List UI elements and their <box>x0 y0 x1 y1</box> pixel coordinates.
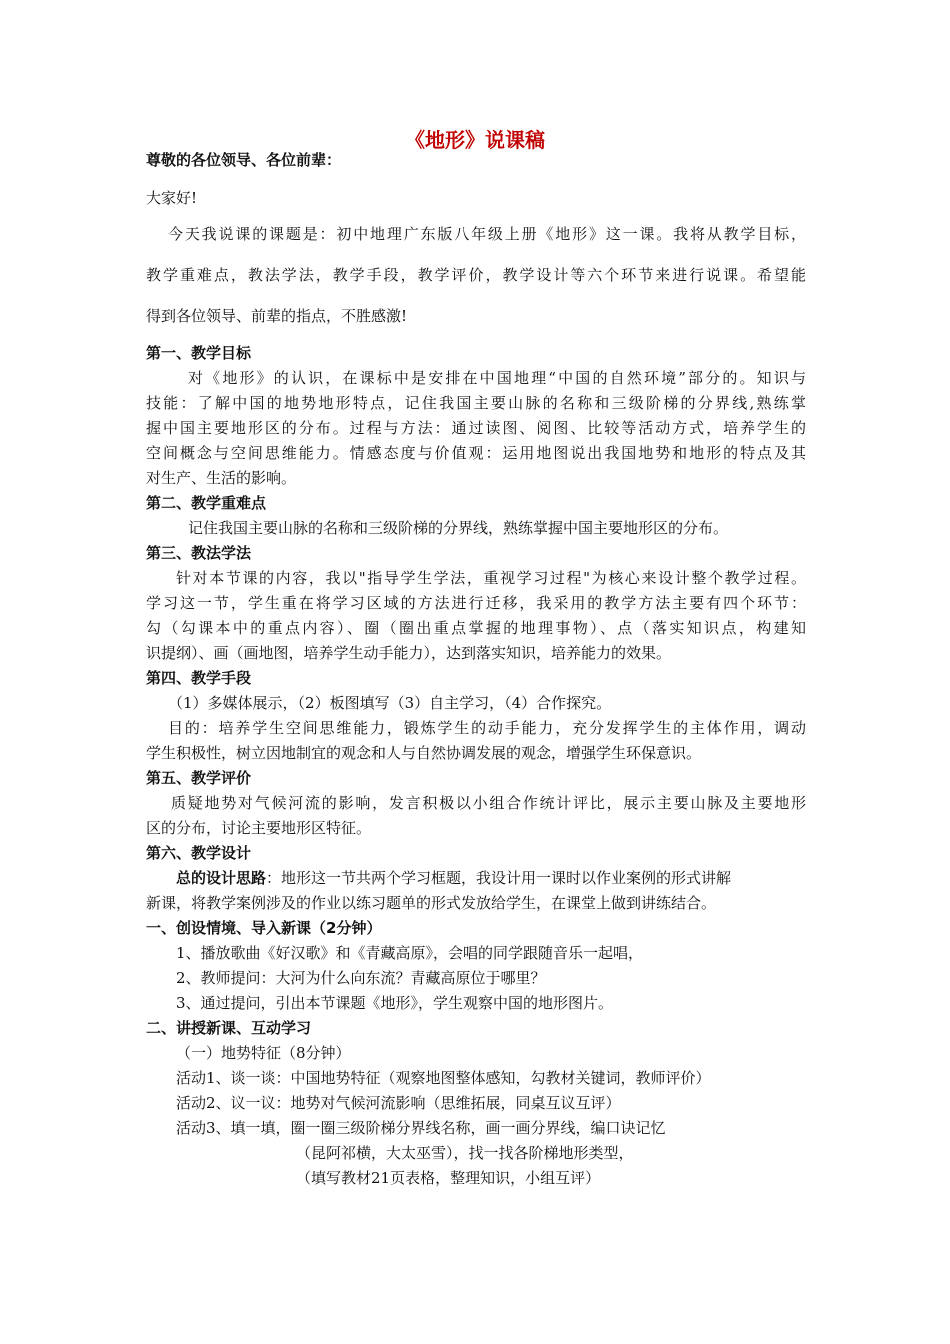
section-3-line-3: 勾（勾课本中的重点内容）、圈（圈出重点掌握的地理事物）、点（落实知识点，构建知 <box>146 619 806 637</box>
part-1-line-2: 2、教师提问：大河为什么向东流？青藏高原位于哪里？ <box>176 969 546 987</box>
part-2-heading: 二、讲授新课、互动学习 <box>146 1019 312 1037</box>
part-1-line-3: 3、通过提问，引出本节课题《地形》，学生观察中国的地形图片。 <box>176 994 614 1012</box>
section-1-line-2: 技能：了解中国的地势地形特点，记住我国主要山脉的名称和三级阶梯的分界线,熟练掌 <box>146 394 806 412</box>
part-1-line-1: 1、播放歌曲《好汉歌》和《青藏高原》，会唱的同学跟随音乐一起唱， <box>176 944 644 962</box>
design-idea-label: 总的设计思路 <box>176 869 267 887</box>
section-1-line-4: 空间概念与空间思维能力。情感态度与价值观：运用地图说出我国地势和地形的特点及其 <box>146 444 806 462</box>
section-1-line-3: 握中国主要地形区的分布。过程与方法：通过读图、阅图、比较等活动方式，培养学生的 <box>146 419 806 437</box>
section-2-heading: 第二、教学重难点 <box>146 494 267 512</box>
section-3-line-1: 针对本节课的内容，我以"指导学生学法，重视学习过程"为核心来设计整个教学过程。 <box>176 569 806 587</box>
section-1-line-1: 对《地形》的认识，在课标中是安排在中国地理“中国的自然环境”部分的。知识与 <box>188 369 806 387</box>
section-3-line-4: 识提纲）、画（画地图，培养学生动手能力），达到落实知识，培养能力的效果。 <box>146 644 672 662</box>
greeting: 尊敬的各位领导、各位前辈： <box>146 151 342 169</box>
section-1-line-5: 对生产、生活的影响。 <box>146 469 297 487</box>
section-2-line-1: 记住我国主要山脉的名称和三级阶梯的分界线，熟练掌握中国主要地形区的分布。 <box>188 519 729 537</box>
section-5-line-1: 质疑地势对气候河流的影响，发言积极以小组合作统计评比，展示主要山脉及主要地形 <box>171 794 806 812</box>
section-6-heading: 第六、教学设计 <box>146 844 252 862</box>
design-idea-text: ：地形这一节共两个学习框题，我设计用一课时以作业案例的形式讲解 <box>266 869 732 887</box>
part-2-line-1: （一）地势特征（8分钟） <box>176 1044 351 1062</box>
intro-line-2: 教学重难点，教法学法，教学手段，教学评价，教学设计等六个环节来进行说课。希望能 <box>146 266 806 284</box>
section-6-line-2: 新课，将教学案例涉及的作业以练习题单的形式发放给学生，在课堂上做到讲练结合。 <box>146 894 717 912</box>
hello-line: 大家好! <box>146 189 198 207</box>
part-2-line-5: （昆阿祁横，大太巫雪），找一找各阶梯地形类型， <box>296 1144 634 1162</box>
section-4-line-3: 学生积极性，树立因地制宜的观念和人与自然协调发展的观念，增强学生环保意识。 <box>146 744 702 762</box>
section-3-line-2: 学习这一节，学生重在将学习区域的方法进行迁移，我采用的教学方法主要有四个环节： <box>146 594 806 612</box>
intro-line-3: 得到各位领导、前辈的指点，不胜感激! <box>146 307 408 325</box>
section-5-line-2: 区的分布，讨论主要地形区特征。 <box>146 819 372 837</box>
part-2-line-2: 活动1、谈一谈：中国地势特征（观察地图整体感知，勾教材关键词，教师评价） <box>176 1069 711 1087</box>
part-2-line-6: （填写教材21页表格，整理知识，小组互评） <box>296 1169 601 1187</box>
section-3-heading: 第三、教法学法 <box>146 544 252 562</box>
section-6-lead <box>176 868 731 888</box>
intro-line-1: 今天我说课的课题是：初中地理广东版八年级上册《地形》这一课。我将从教学目标， <box>168 225 806 243</box>
part-2-line-3: 活动2、议一议：地势对气候河流影响（思维拓展，同桌互议互评） <box>176 1094 621 1112</box>
section-5-heading: 第五、教学评价 <box>146 769 252 787</box>
section-4-line-2: 目的：培养学生空间思维能力，锻炼学生的动手能力，充分发挥学生的主体作用，调动 <box>168 719 806 737</box>
part-2-line-4: 活动3、填一填，圈一圈三级阶梯分界线名称，画一画分界线，编口诀记忆 <box>176 1119 666 1137</box>
section-1-heading: 第一、教学目标 <box>146 344 252 362</box>
document-title: 《地形》说课稿 <box>405 128 545 152</box>
section-4-heading: 第四、教学手段 <box>146 669 252 687</box>
section-4-line-1: （1）多媒体展示，（2）板图填写（3）自主学习，（4）合作探究。 <box>168 694 612 712</box>
part-1-heading: 一、创设情境、导入新课（2分钟） <box>146 919 382 937</box>
